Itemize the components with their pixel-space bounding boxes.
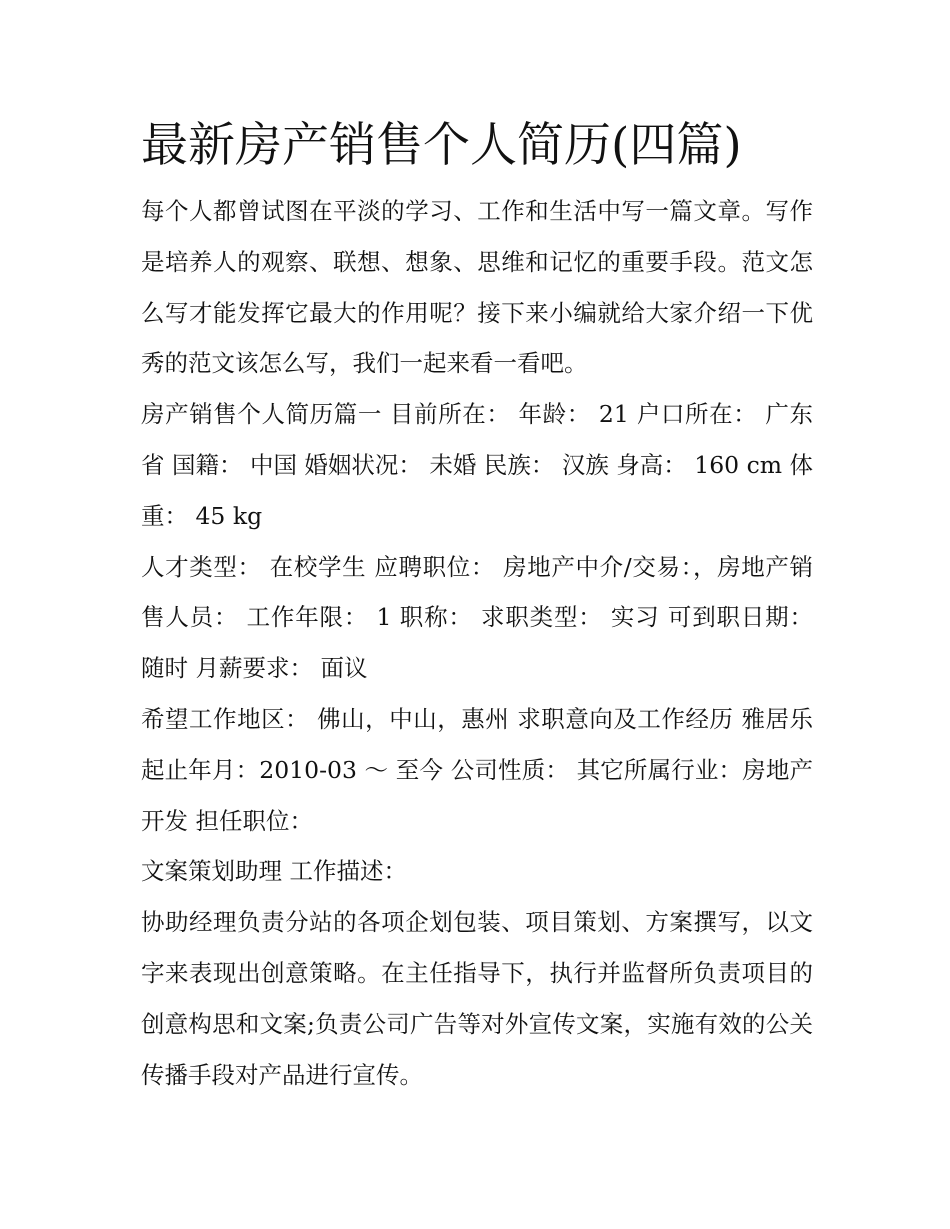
- personal-info-paragraph: 房产销售个人简历篇一 目前所在： 年龄： 21 户口所在： 广东省 国籍： 中国 婚姻状况： 未婚 民族： 汉族 身高： 160 cm 体重： 45 kg: [141, 400, 813, 530]
- job-description-paragraph: 协助经理负责分站的各项企划包装、项目策划、方案撰写，以文字来表现出创意策略。在主任指导下，执行并监督所负责项目的创意构思和文案;负责公司广告等对外宣传文案，实施有效的公关传播手段对产品进行宣传。: [141, 908, 813, 1089]
- position-paragraph: 文案策划助理 工作描述：: [141, 857, 407, 886]
- document-page: [141, 112, 813, 1100]
- job-info-paragraph: 人才类型： 在校学生 应聘职位： 房地产中介/交易：，房地产销售人员： 工作年限： 1 职称： 求职类型： 实习 可到职日期： 随时 月薪要求： 面议: [141, 552, 813, 683]
- intro-paragraph: 每个人都曾试图在平淡的学习、工作和生活中写一篇文章。写作是培养人的观察、联想、想象、思维和记忆的重要手段。范文怎么写才能发挥它最大的作用呢？接下来小编就给大家介绍一下优秀的范文该怎么写，我们一起来看一看吧。: [141, 197, 813, 378]
- work-experience-paragraph: 希望工作地区： 佛山，中山，惠州 求职意向及工作经历 雅居乐 起止年月：2010-03 ～ 至今 公司性质： 其它所属行业：房地产开发 担任职位：: [141, 704, 813, 835]
- document-title: 最新房产销售个人简历(四篇): [141, 118, 742, 173]
